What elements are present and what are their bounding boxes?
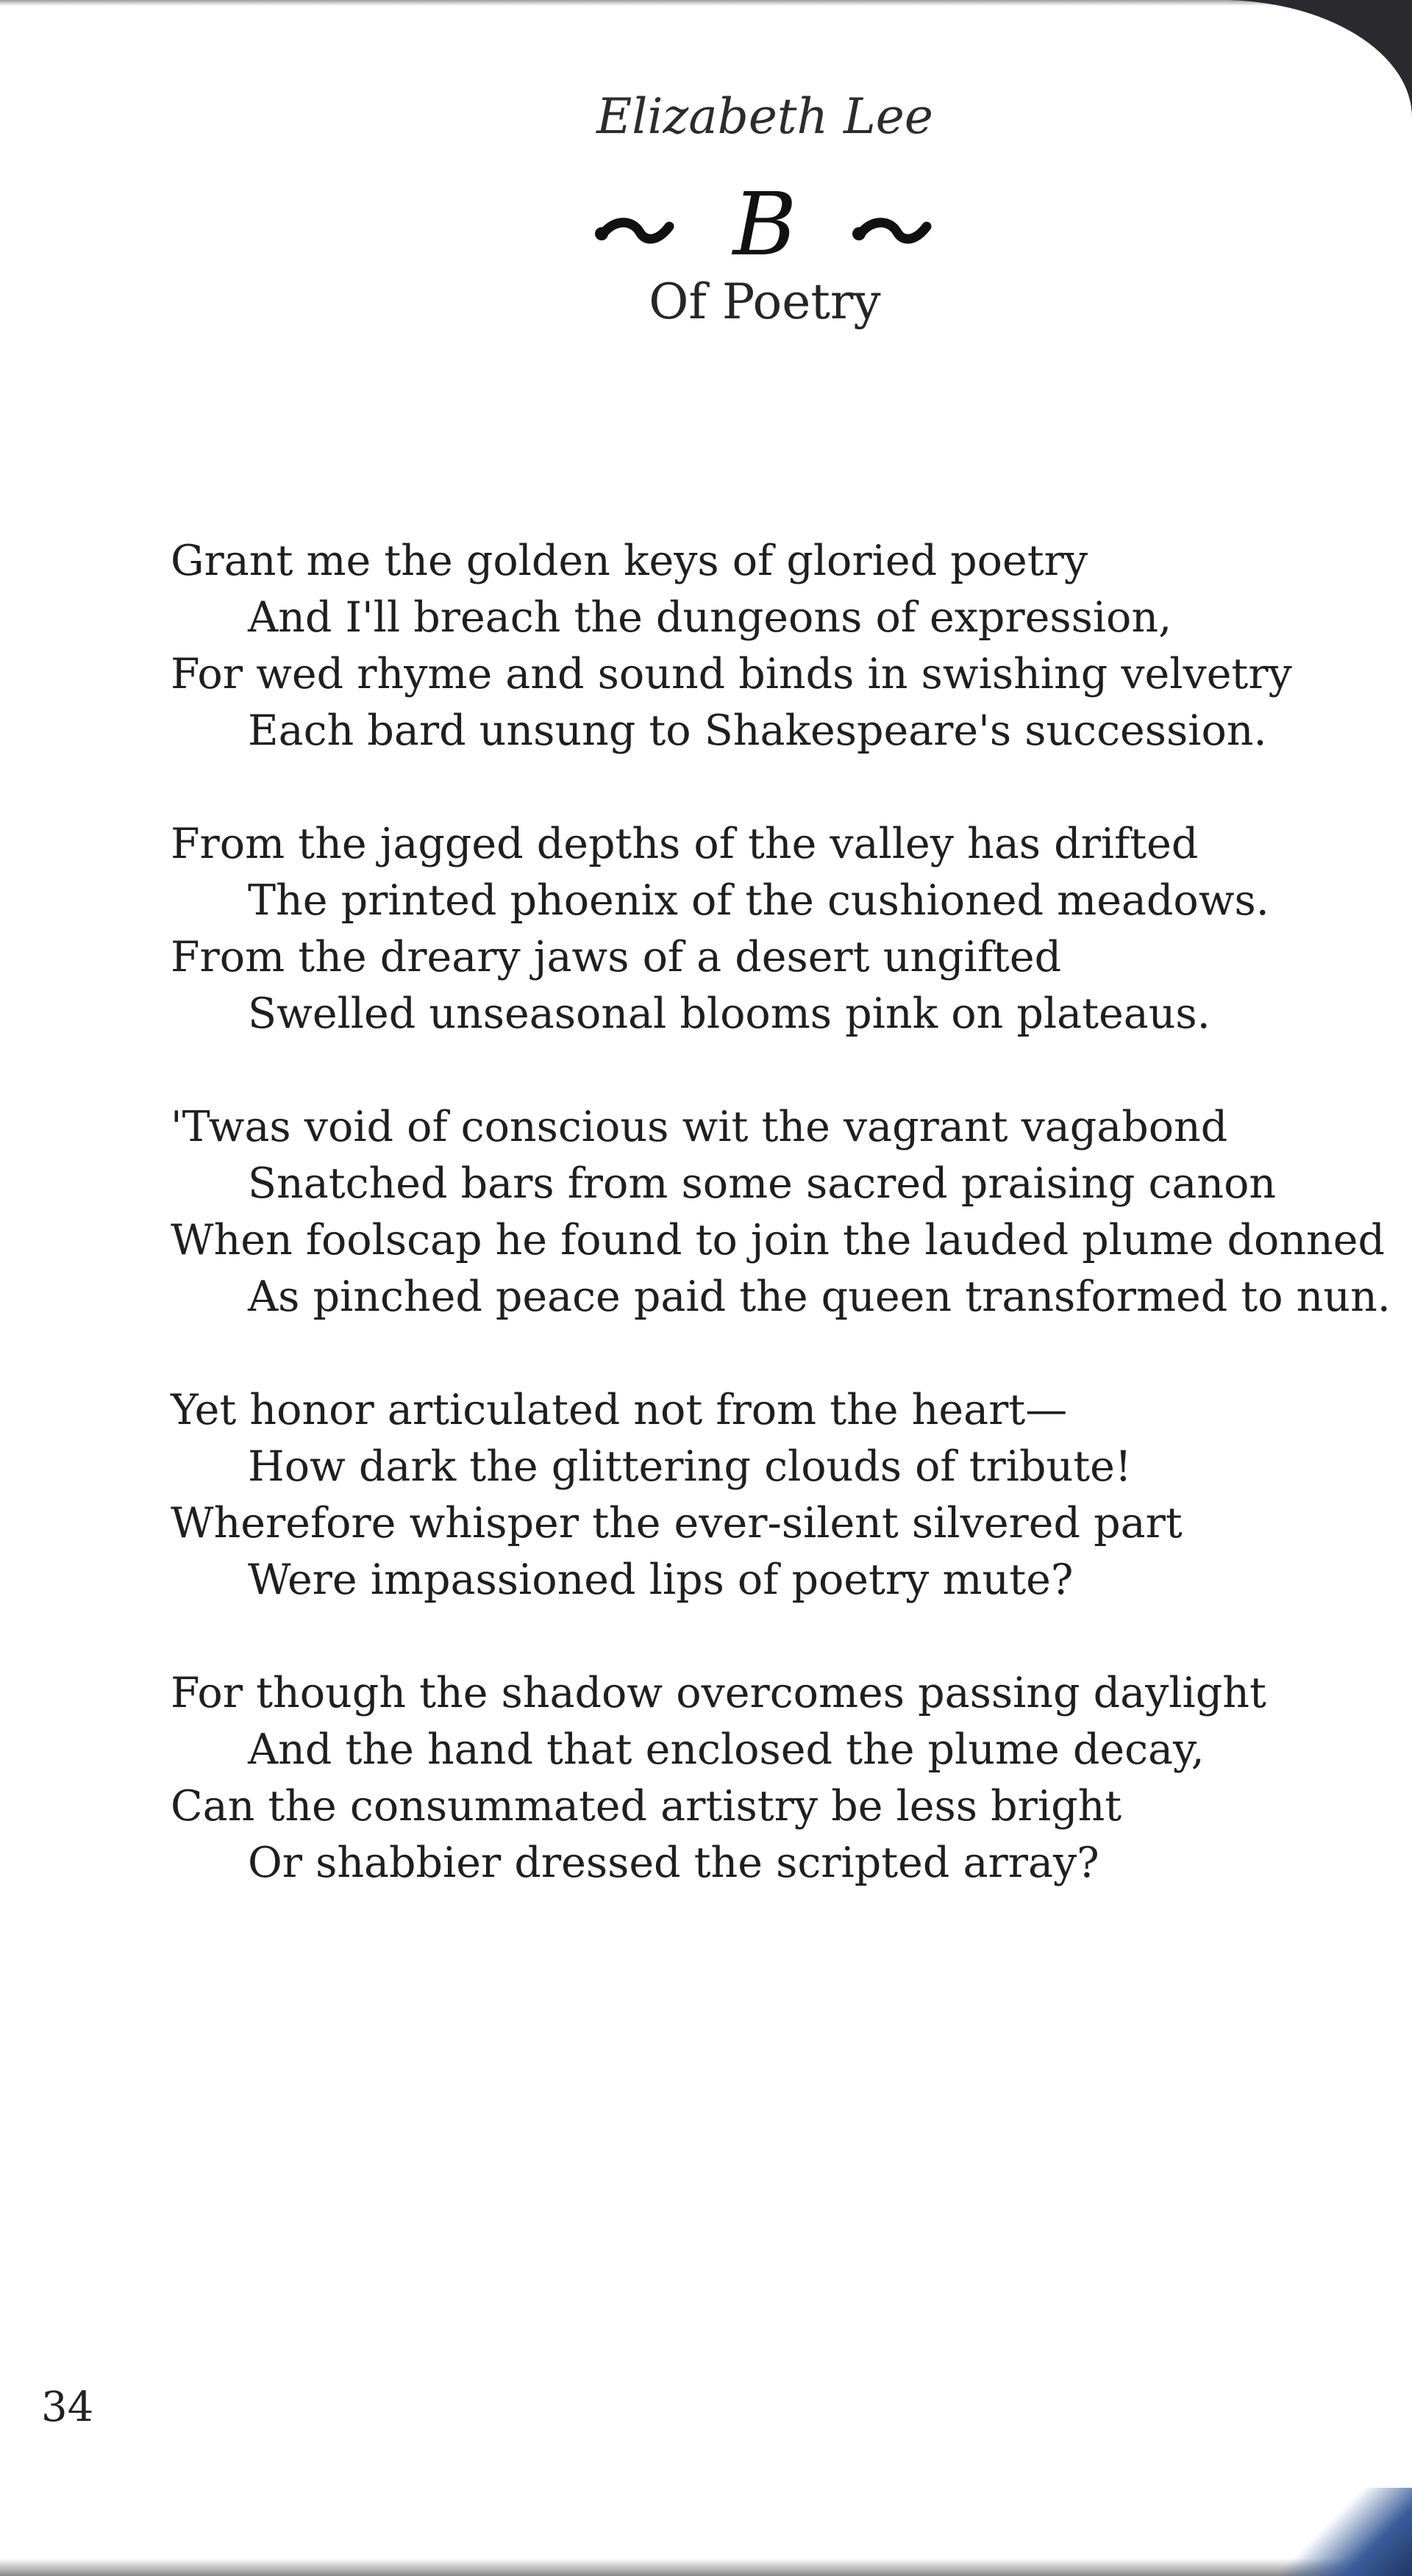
poem-line: Were impassioned lips of poetry mute? — [248, 1556, 1074, 1604]
ornament-letter: B — [732, 182, 797, 271]
fabric-corner — [1272, 2488, 1412, 2576]
page-top-edge — [0, 0, 1412, 6]
right-swash-icon — [860, 223, 927, 239]
poem-line: Grant me the golden keys of gloried poetry — [171, 537, 1088, 585]
page-number: 34 — [41, 2383, 94, 2431]
stanza — [171, 1665, 1391, 1892]
poem-line: The printed phoenix of the cushioned meadows. — [248, 876, 1269, 925]
page-bottom-shadow — [0, 2558, 1412, 2576]
poem-line: For though the shadow overcomes passing daylight — [171, 1669, 1266, 1717]
author-name: Elizabeth Lee — [596, 88, 933, 145]
poem-line: And the hand that enclosed the plume decay, — [248, 1725, 1205, 1774]
left-swash-icon — [603, 223, 669, 239]
poem-line: How dark the glittering clouds of tribute! — [248, 1442, 1132, 1491]
right-swash-dot-icon — [852, 227, 866, 240]
stanza — [171, 816, 1391, 1042]
poem-line: Snatched bars from some sacred praising canon — [248, 1159, 1277, 1208]
ornament-divider — [581, 182, 949, 271]
poem-line: When foolscap he found to join the lauded plume donned — [171, 1216, 1385, 1264]
poem-line: And I'll breach the dungeons of expression, — [248, 593, 1172, 642]
poem-line: For wed rhyme and sound binds in swishing velvetry — [171, 650, 1292, 698]
poem-line: Swelled unseasonal blooms pink on plateaus. — [248, 990, 1210, 1038]
poem-line: Can the consummated artistry be less bright — [171, 1782, 1122, 1831]
left-swash-dot-icon — [595, 227, 608, 240]
poem-line: 'Twas void of conscious wit the vagrant vagabond — [171, 1103, 1228, 1151]
poem-title: Of Poetry — [649, 273, 881, 330]
poem-line: From the dreary jaws of a desert ungifted — [171, 933, 1062, 981]
poem-line: Wherefore whisper the ever-silent silvered part — [171, 1499, 1183, 1548]
poem-line: From the jagged depths of the valley has drifted — [171, 820, 1199, 868]
poem-line: As pinched peace paid the queen transformed to nun. — [248, 1273, 1391, 1321]
stanza — [171, 1099, 1391, 1325]
poem-line: Each bard unsung to Shakespeare's succession. — [248, 706, 1267, 755]
stanza — [171, 533, 1391, 759]
poem-line: Or shabbier dressed the scripted array? — [248, 1839, 1099, 1887]
poem-body — [171, 533, 1391, 1948]
stanza — [171, 1382, 1391, 1609]
poem-line: Yet honor articulated not from the heart— — [171, 1386, 1068, 1434]
